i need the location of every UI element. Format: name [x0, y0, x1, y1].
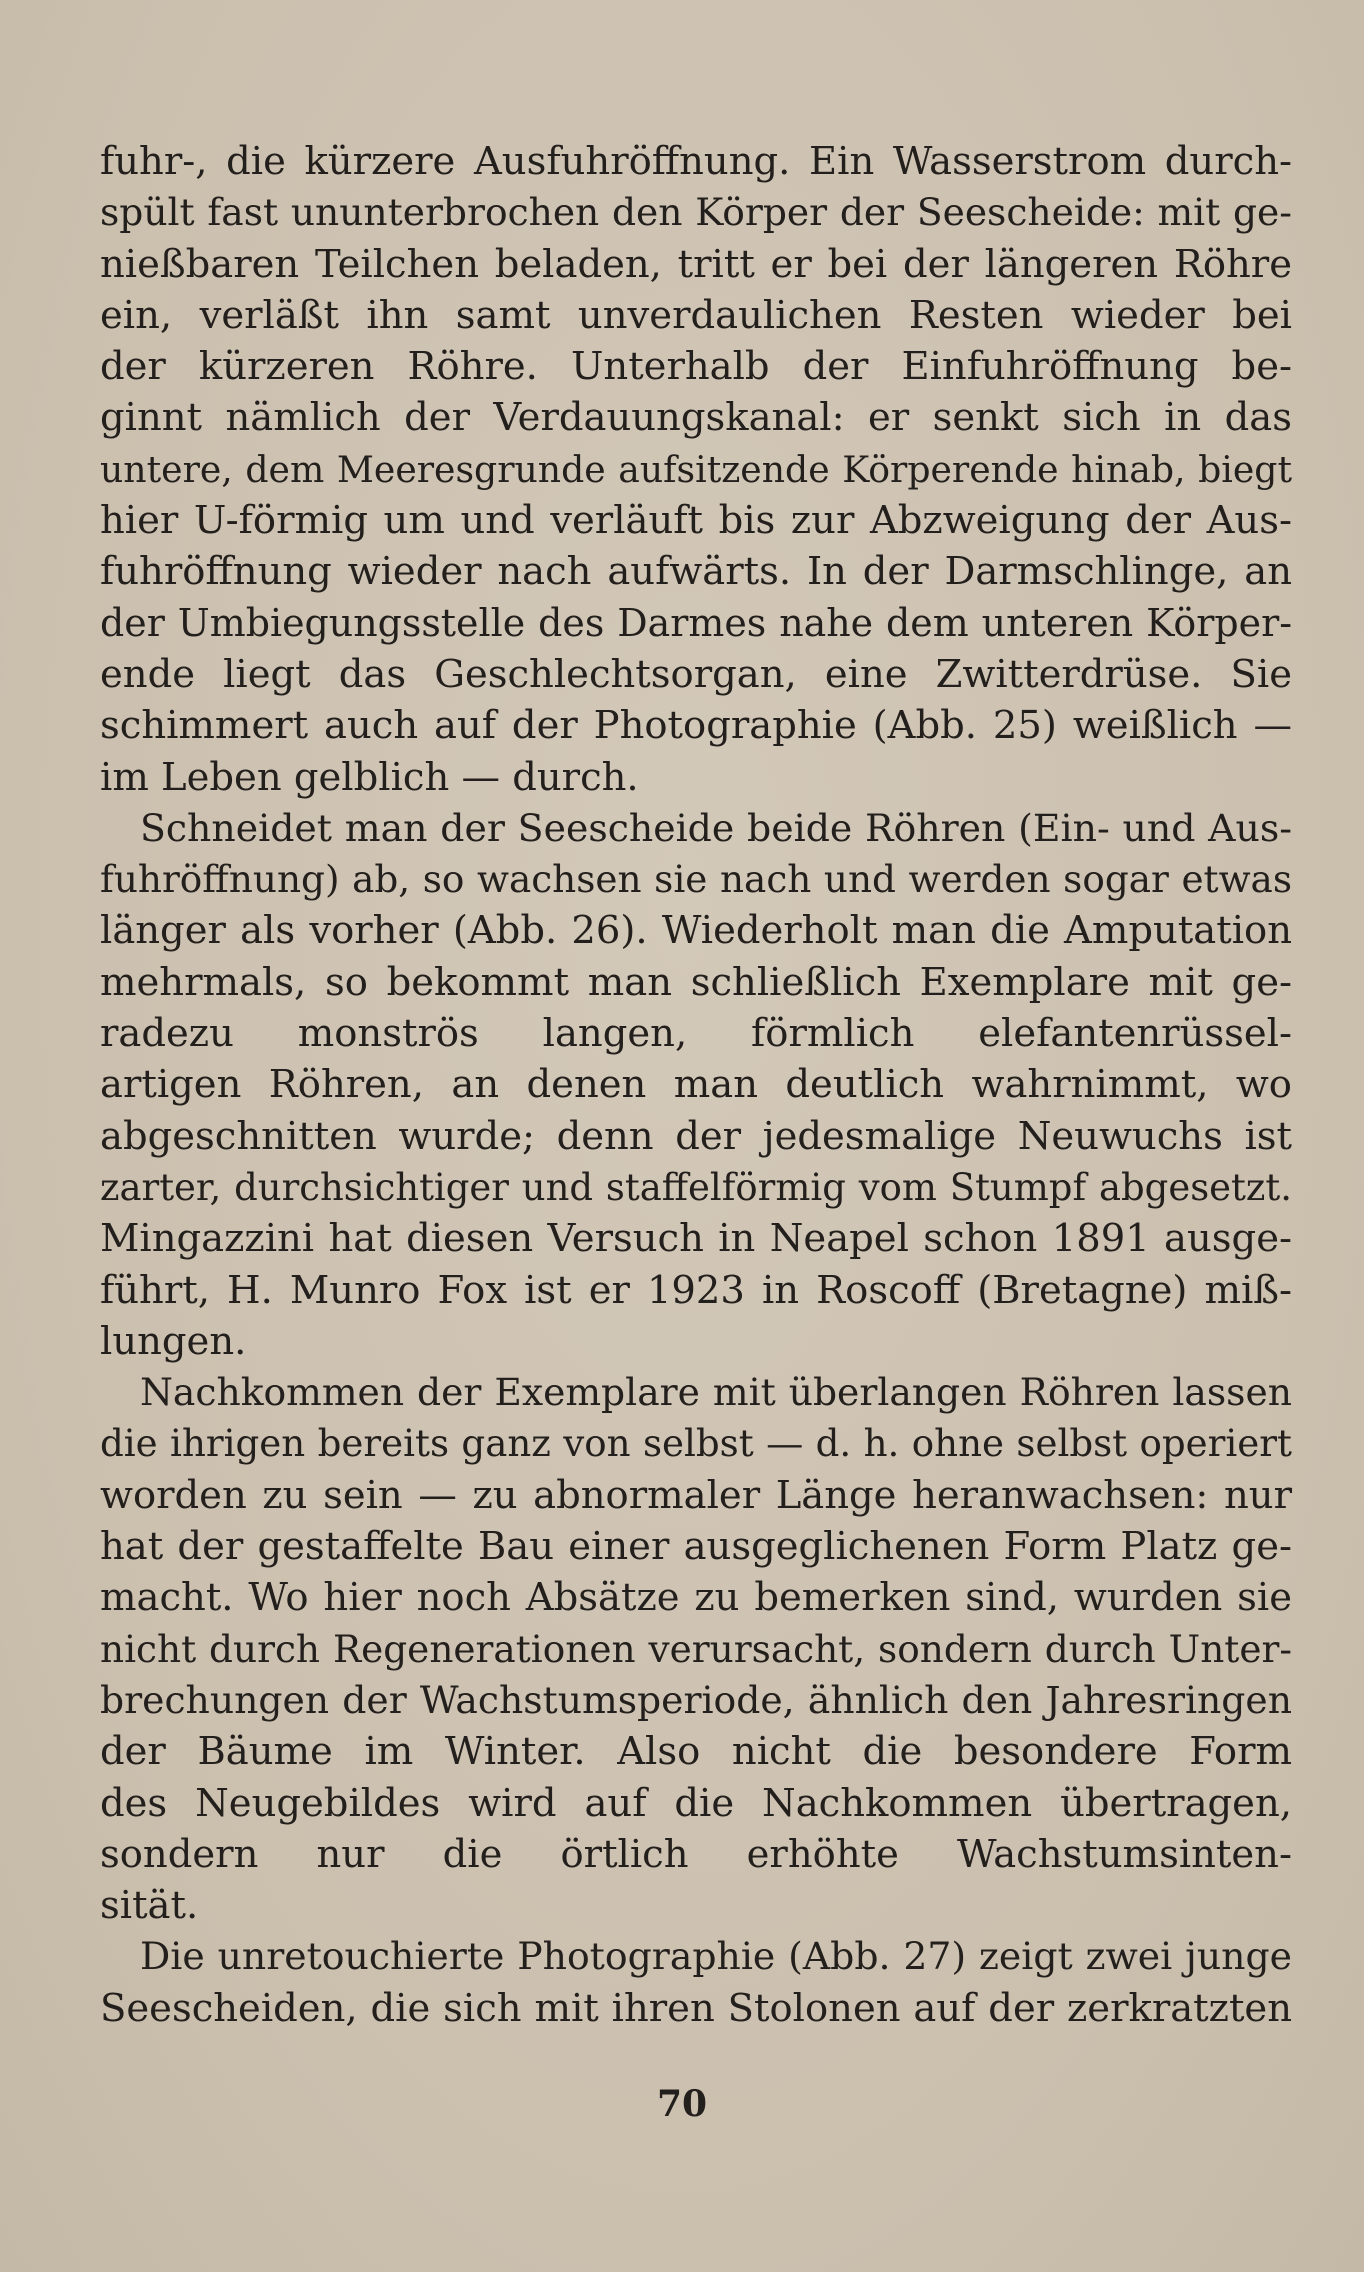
text-line: die ihrigen bereits ganz von selbst — d. h. ohne selbst operiert	[100, 1421, 1292, 1466]
text-line: artigen Röhren, an denen man deutlich wahrnimmt, wo	[100, 1062, 1292, 1108]
text-line: hat der gestaffelte Bau einer ausgeglichenen Form Platz ge-	[100, 1524, 1292, 1570]
text-line: zarter, durchsichtiger und staffelförmig vom Stumpf abgesetzt.	[100, 1165, 1292, 1209]
body-text	[100, 136, 1292, 2034]
text-line: untere, dem Meeresgrunde aufsitzende Körperende hinab, biegt	[100, 447, 1292, 491]
text-line: Nachkommen der Exemplare mit überlangen Röhren lassen	[140, 1370, 1292, 1415]
text-line: fuhr-, die kürzere Ausfuhröffnung. Ein Wasserstrom durch-	[100, 139, 1292, 184]
text-line: ende liegt das Geschlechtsorgan, eine Zwitterdrüse. Sie	[100, 651, 1292, 697]
text-line: ein, verläßt ihn samt unverdaulichen Resten wieder bei	[100, 292, 1292, 338]
text-line: schimmert auch auf der Photographie (Abb. 25) weißlich —	[100, 703, 1292, 749]
text-line: der Bäume im Winter. Also nicht die besondere Form	[100, 1729, 1292, 1775]
text-line: sondern nur die örtlich erhöhte Wachstumsinten-	[100, 1831, 1292, 1877]
text-line: mehrmals, so bekommt man schließlich Exemplare mit ge-	[100, 959, 1292, 1005]
page-number: 70	[656, 2083, 708, 2125]
text-line: spült fast ununterbrochen den Körper der Seescheide: mit ge-	[100, 190, 1292, 235]
text-line: ginnt nämlich der Verdauungskanal: er senkt sich in das	[100, 395, 1292, 441]
text-line: macht. Wo hier noch Absätze zu bemerken sind, wurden sie	[100, 1575, 1292, 1621]
text-line: brechungen der Wachstumsperiode, ähnlich den Jahresringen	[100, 1677, 1292, 1722]
text-line: der kürzeren Röhre. Unterhalb der Einfuhröffnung be-	[100, 344, 1292, 390]
text-line: führt, H. Munro Fox ist er 1923 in Roscoff (Bretagne) miß-	[100, 1267, 1292, 1313]
text-line: nießbaren Teilchen beladen, tritt er bei der längeren Röhre	[100, 241, 1292, 287]
text-line: im Leben gelblich — durch.	[100, 754, 639, 800]
text-line: fuhröffnung) ab, so wachsen sie nach und werden sogar etwas	[100, 857, 1292, 902]
text-line: des Neugebildes wird auf die Nachkommen übertragen,	[100, 1780, 1292, 1826]
text-line: lungen.	[100, 1318, 247, 1364]
text-line: Die unretouchierte Photographie (Abb. 27) zeigt zwei junge	[140, 1934, 1292, 1979]
text-line: länger als vorher (Abb. 26). Wiederholt man die Amputation	[100, 908, 1292, 954]
text-line: Schneidet man der Seescheide beide Röhren (Ein- und Aus-	[140, 805, 1292, 850]
text-line: radezu monströs langen, förmlich elefantenrüssel-	[100, 1011, 1292, 1057]
text-line: Mingazzini hat diesen Versuch in Neapel schon 1891 ausge-	[100, 1216, 1292, 1262]
text-line: der Umbiegungsstelle des Darmes nahe dem unteren Körper-	[100, 600, 1292, 645]
text-line: hier U-förmig um und verläuft bis zur Abzweigung der Aus-	[100, 498, 1292, 544]
text-line: abgeschnitten wurde; denn der jedesmalige Neuwuchs ist	[100, 1113, 1292, 1159]
text-line: worden zu sein — zu abnormaler Länge heranwachsen: nur	[100, 1472, 1292, 1518]
text-line: nicht durch Regenerationen verursacht, sondern durch Unter-	[100, 1626, 1292, 1671]
text-line: sität.	[100, 1883, 199, 1929]
text-line: fuhröffnung wieder nach aufwärts. In der Darmschlinge, an	[100, 549, 1292, 595]
text-line: Seescheiden, die sich mit ihren Stolonen auf der zerkratzten	[100, 1985, 1292, 2031]
